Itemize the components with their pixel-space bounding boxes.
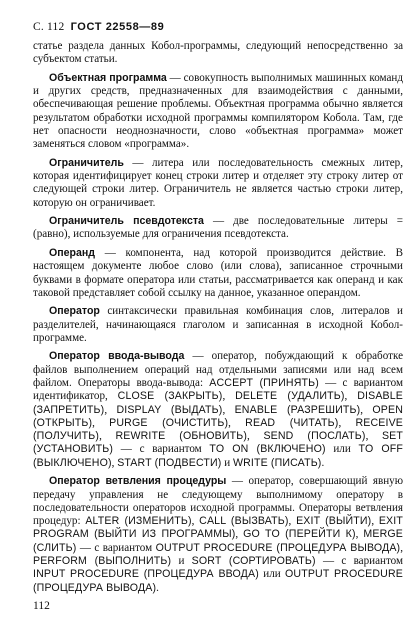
term-label: Оператор ветвления процедуры — [49, 475, 227, 488]
io-verb: WRITE (ПИСАТЬ) — [232, 456, 322, 469]
term-definition: — литера или последовательность смежных литер, которая идентифицирует конец строки литер и отделяет эту строку литер от следующей строки литер. Ограничитель не является частью строки литер, которую он ограничивает. — [33, 156, 403, 209]
entry-pseudotext-delimiter — [33, 215, 403, 242]
joiner-text: — с вариантом — [113, 443, 210, 456]
entry-io-statement: Оператор ввода-вывода — оператор, побуждающий к обработке файлов выполнением операций над отдельными записями или над всем файлом. Операторы ввода-вывода: ACCEPT (ПРИНЯТЬ) — с вариантом идентификатор, CLOSE (ЗАКРЫТЬ), DELETE (УДАЛИТЬ), DISABLE (ЗАПРЕТИТЬ), DISPLAY (ВЫДАТЬ), ENABLE (РАЗРЕШИТЬ), OPEN (ОТКРЫТЬ), PURGE (ОЧИСТИТЬ), READ (ЧИТАТЬ), RECEIVE (ПОЛУЧИТЬ), REWRITE (ОБНОВИТЬ), SEND (ПОСЛАТЬ), SET (УСТАНОВИТЬ) — с вариантом TO ON (ВКЛЮЧЕНО) или TO OFF (ВЫКЛЮЧЕНО), START (ПОДВЕСТИ) и WRITE (ПИСАТЬ). — [33, 350, 404, 469]
joiner-text: — с вариантом — [315, 555, 404, 567]
joiner-text: — с вариантом идентификатор, — [33, 376, 403, 403]
term-definition: — оператор, совершающий явную передачу управления не следующему выполнимому оператору в последовательности операторов исходной программы. Операторы ветвления процедур: — [33, 475, 404, 528]
body-text — [33, 40, 403, 595]
entry-procedure-branching: Оператор ветвления процедуры — оператор, совершающий явную передачу управления не следующему выполнимому оператору в последовательности операторов исходной программы. Операторы ветвления процедур: ALTER (ИЗМЕНИТЬ), CALL (ВЫЗВАТЬ), EXIT (ВЫЙТИ), EXIT PROGRAM (ВЫЙТИ ИЗ ПРОГРАММЫ), GO TO (ПЕРЕЙТИ К), MERGE (СЛИТЬ) — с вариантом OUTPUT PROCEDURE (ПРОЦЕДУРА ВЫВОДА), PERFORM (ВЫПОЛНИТЬ) и SORT (СОРТИРОВАТЬ) — с вариантом INPUT PROCEDURE (ПРОЦЕДУРА ВВОДА) или OUTPUT PROCEDURE (ПРОЦЕДУРА ВЫВОДА). — [33, 475, 404, 594]
branch-verb: ALTER (ИЗМЕНИТЬ) — [85, 515, 192, 528]
io-verb: RECEIVE (ПОЛУЧИТЬ) — [33, 416, 404, 443]
branch-verb: MERGE (СЛИТЬ) — [33, 528, 403, 554]
io-verb: PURGE (ОЧИСТИТЬ) — [109, 416, 229, 429]
term-label: Ограничитель псевдотекста — [49, 215, 204, 228]
branch-verb: OUTPUT PROCEDURE (ПРОЦЕДУРА ВЫВОДА) — [33, 568, 403, 594]
io-verb: ENABLE (РАЗРЕШИТЬ) — [234, 403, 361, 416]
term-label: Оператор ввода-вывода — [49, 350, 185, 363]
term-label: Ограничитель — [49, 156, 124, 169]
branch-verb: EXIT PROGRAM (ВЫЙТИ ИЗ ПРОГРАММЫ) — [33, 515, 403, 541]
joiner-text: — с вариантом — [76, 541, 156, 554]
branch-verb: EXIT (ВЫЙТИ) — [296, 515, 372, 528]
io-verb: READ (ЧИТАТЬ) — [245, 416, 339, 429]
io-verb: TO ON (ВКЛЮЧЕНО) — [209, 443, 326, 456]
entry-object-program — [33, 72, 403, 152]
page-prefix: С. 112 — [33, 21, 65, 33]
standard-code: ГОСТ 22558—89 — [70, 21, 165, 33]
branch-verb: INPUT PROCEDURE (ПРОЦЕДУРА ВВОДА) — [33, 568, 259, 581]
branch-verb: PERFORM (ВЫПОЛНИТЬ) — [33, 555, 172, 567]
joiner-text: . — [321, 456, 325, 469]
entry-delimiter — [33, 157, 403, 210]
io-verb: REWRITE (ОБНОВИТЬ) — [115, 430, 248, 443]
term-definition: — оператор, побуждающий к обработке файлов выполнением операций над отдельными записями или над всем файлом. Операторы ввода-вывода: — [33, 350, 403, 389]
io-verb: CLOSE (ЗАКРЫТЬ) — [117, 390, 223, 403]
term-definition: — совокупность выполнимых машинных команд и других средств, предназначенных для взаимодействия с данными, обеспечивающая решение проблемы. Объектная программа обычно является результатом обработки исходной программы компилятором Кобола. Там, где нет опасности неоднозначности, слово «объектная программа» может заменяться словом «программа». — [33, 71, 403, 151]
term-definition: — компонента, над которой производится действие. В настоящем документе любое слово (или слова), записанное строчными буквами в формате оператора или статьи, рассматривается как операнд и как таковой представляет собой ссылку на данное, указанное операндом. — [33, 246, 403, 299]
io-verb: DISPLAY (ВЫДАТЬ) — [116, 403, 223, 416]
term-label: Оператор — [49, 305, 100, 318]
io-verb: ACCEPT (ПРИНЯТЬ) — [209, 376, 319, 389]
entry-operand — [33, 247, 403, 300]
joiner-text: . — [156, 581, 159, 594]
joiner-text: и — [171, 555, 192, 567]
io-verb: SET (УСТАНОВИТЬ) — [33, 430, 404, 456]
page-header — [33, 21, 164, 33]
entry-statement — [33, 305, 403, 345]
io-verb: DELETE (УДАЛИТЬ) — [235, 390, 345, 403]
io-verb: SEND (ПОСЛАТЬ) — [263, 430, 366, 443]
page-number: 112 — [33, 600, 50, 612]
term-label: Объектная программа — [49, 71, 167, 84]
io-verb: DISABLE (ЗАПРЕТИТЬ) — [33, 390, 404, 416]
branch-verb: CALL (ВЫЗВАТЬ) — [199, 515, 289, 528]
term-definition: — две последовательные литеры = (равно), используемые для ограничения псевдотекста. — [33, 215, 403, 241]
joiner-text: или — [258, 568, 286, 581]
joiner-text: и — [221, 456, 233, 469]
term-definition: синтаксически правильная комбинация слов, литералов и разделителей, начинающаяся глаголом и записанная в исходной Кобол-программе. — [33, 305, 403, 344]
io-verb: OPEN (ОТКРЫТЬ) — [33, 403, 404, 429]
io-verb: TO OFF (ВЫКЛЮЧЕНО) — [33, 443, 404, 469]
io-verb: START (ПОДВЕСТИ) — [117, 456, 222, 469]
joiner-text: или — [325, 443, 359, 456]
term-label: Операнд — [49, 246, 96, 259]
branch-verb: OUTPUT PROCEDURE (ПРОЦЕДУРА ВЫВОДА) — [155, 541, 401, 554]
branch-verb: SORT (СОРТИРОВАТЬ) — [191, 555, 316, 567]
intro-paragraph: статье раздела данных Кобол-программы, следующий непосредственно за субъектом статьи. — [33, 40, 403, 66]
branch-verb: GO TO (ПЕРЕЙТИ К) — [243, 528, 356, 541]
